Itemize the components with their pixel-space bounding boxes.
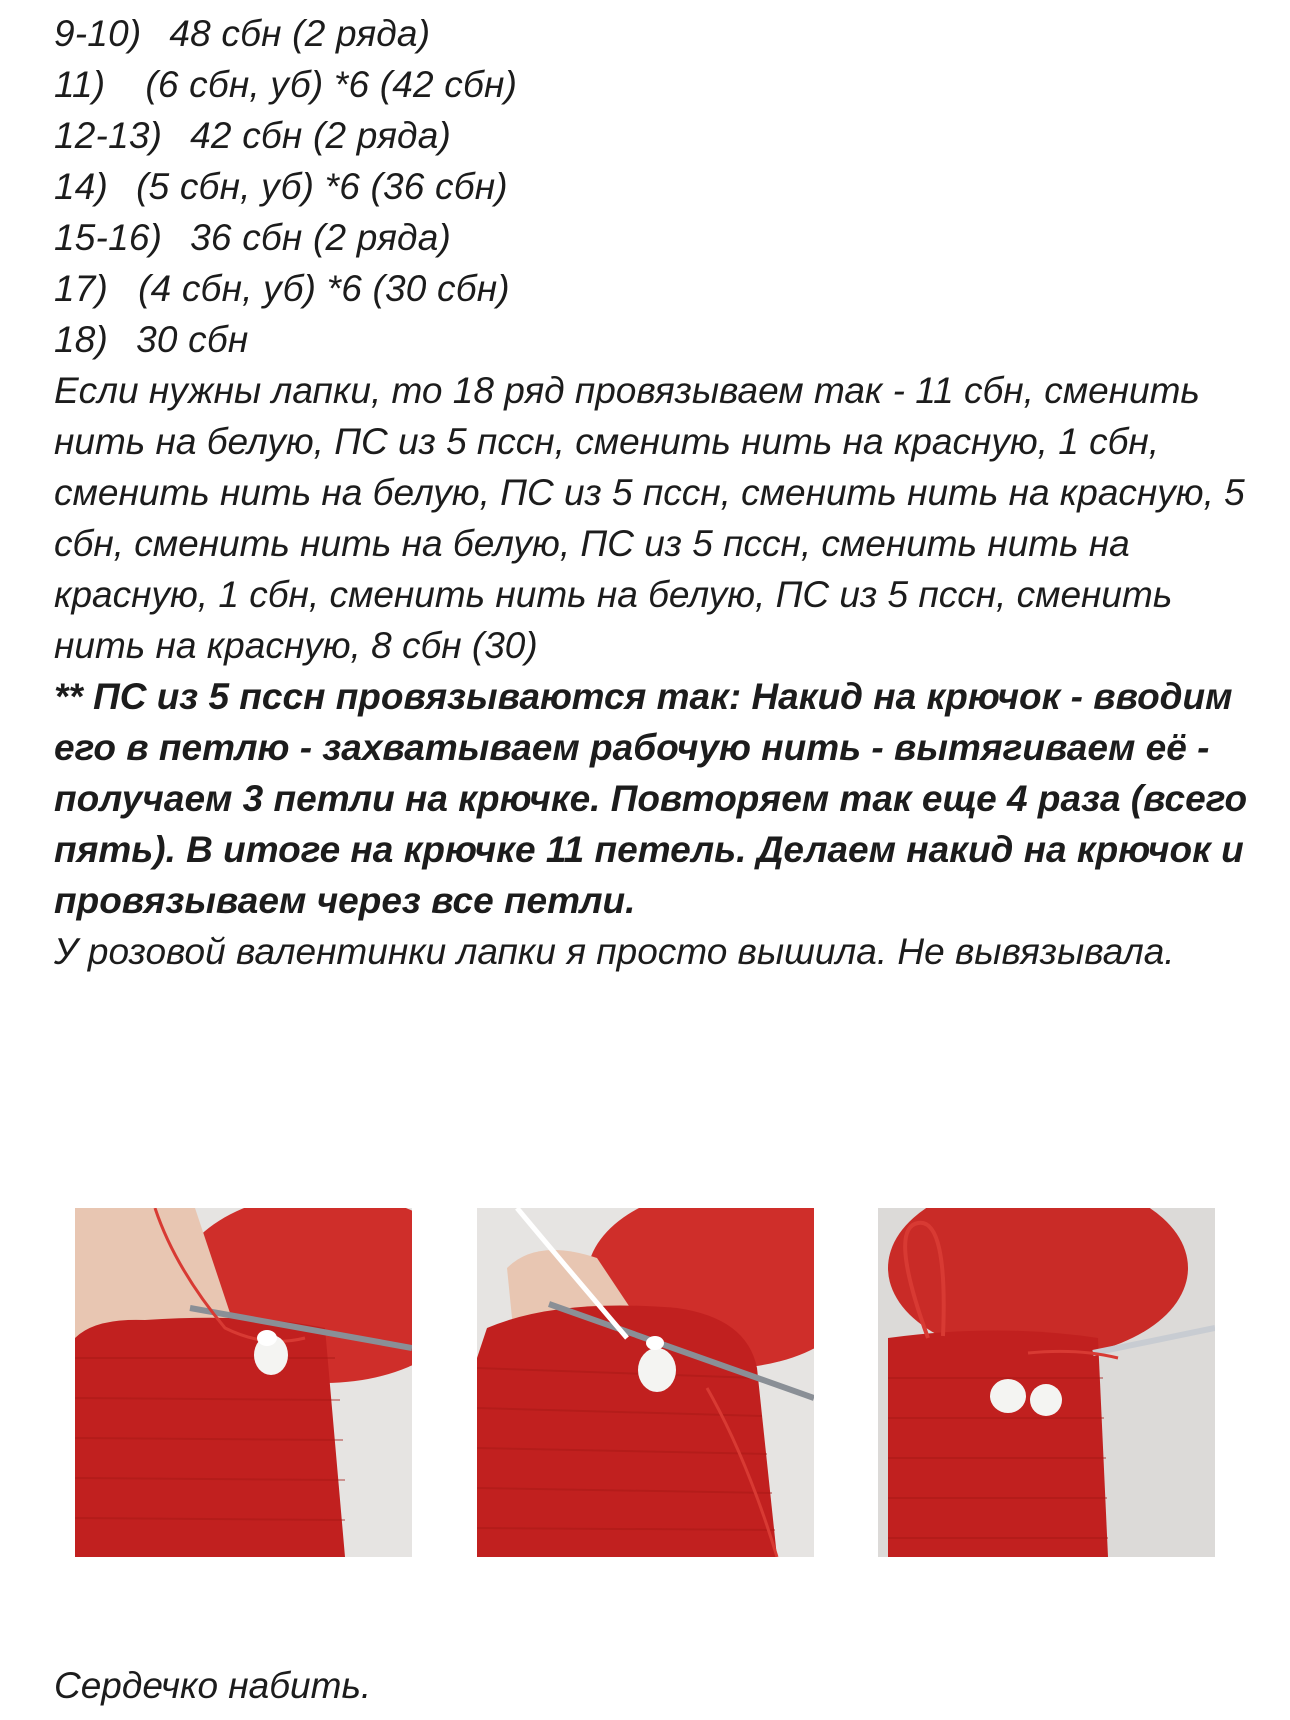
row-text: (4 сбн, уб) *6 (30 сбн) (138, 268, 510, 309)
pattern-row (54, 8, 1254, 59)
pattern-row (54, 110, 1254, 161)
photo-step-1 (75, 1208, 412, 1557)
row-number: 14) (54, 166, 109, 207)
photo-step-3 (878, 1208, 1215, 1557)
pattern-text (54, 8, 1254, 977)
pattern-row (54, 314, 1254, 365)
row-number: 15-16) (54, 217, 163, 258)
note-paragraph: ** ПС из 5 пссн провязываются так: Накид на крючок - вводим его в петлю - захватываем рабочую нить - вытягиваем её - получаем 3 петли на крючке. Повторяем так еще 4 раза (всего пять). В итоге на крючке 11 петель. Делаем накид на крючок и провязываем через все петли. (54, 676, 1248, 921)
row-text: 30 сбн (136, 319, 249, 360)
paws-paragraph: Если нужны лапки, то 18 ряд провязываем так - 11 сбн, сменить нить на белую, ПС из 5 пссн, сменить нить на красную, 1 сбн, сменить нить на белую, ПС из 5 пссн, сменить нить на красную, 5 сбн, сменить нить на белую, ПС из 5 пссн, сменить нить на красную, 1 сбн, сменить нить на белую, ПС из 5 пссн, сменить нить на красную, 8 сбн (30) (54, 370, 1245, 666)
row-text: 42 сбн (2 ряда) (190, 115, 451, 156)
row-text: 48 сбн (2 ряда) (169, 13, 431, 54)
photo-step-2 (477, 1208, 814, 1557)
pattern-row (54, 59, 1254, 110)
row-number: 11) (54, 64, 106, 105)
pattern-row (54, 263, 1254, 314)
row-number: 17) (54, 268, 109, 309)
pattern-row (54, 212, 1254, 263)
pink-paragraph: У розовой валентинки лапки я просто вышила. Не вывязывала. (54, 931, 1175, 972)
row-text: (6 сбн, уб) *6 (42 сбн) (145, 64, 518, 105)
row-number: 12-13) (54, 115, 163, 156)
row-text: 36 сбн (2 ряда) (190, 217, 451, 258)
photo-strip (0, 1208, 1290, 1558)
footer-instruction: Сердечко набить. (54, 1665, 372, 1706)
pattern-row (54, 161, 1254, 212)
row-text: (5 сбн, уб) *6 (36 сбн) (136, 166, 508, 207)
row-number: 18) (54, 319, 109, 360)
row-number: 9-10) (54, 13, 142, 54)
